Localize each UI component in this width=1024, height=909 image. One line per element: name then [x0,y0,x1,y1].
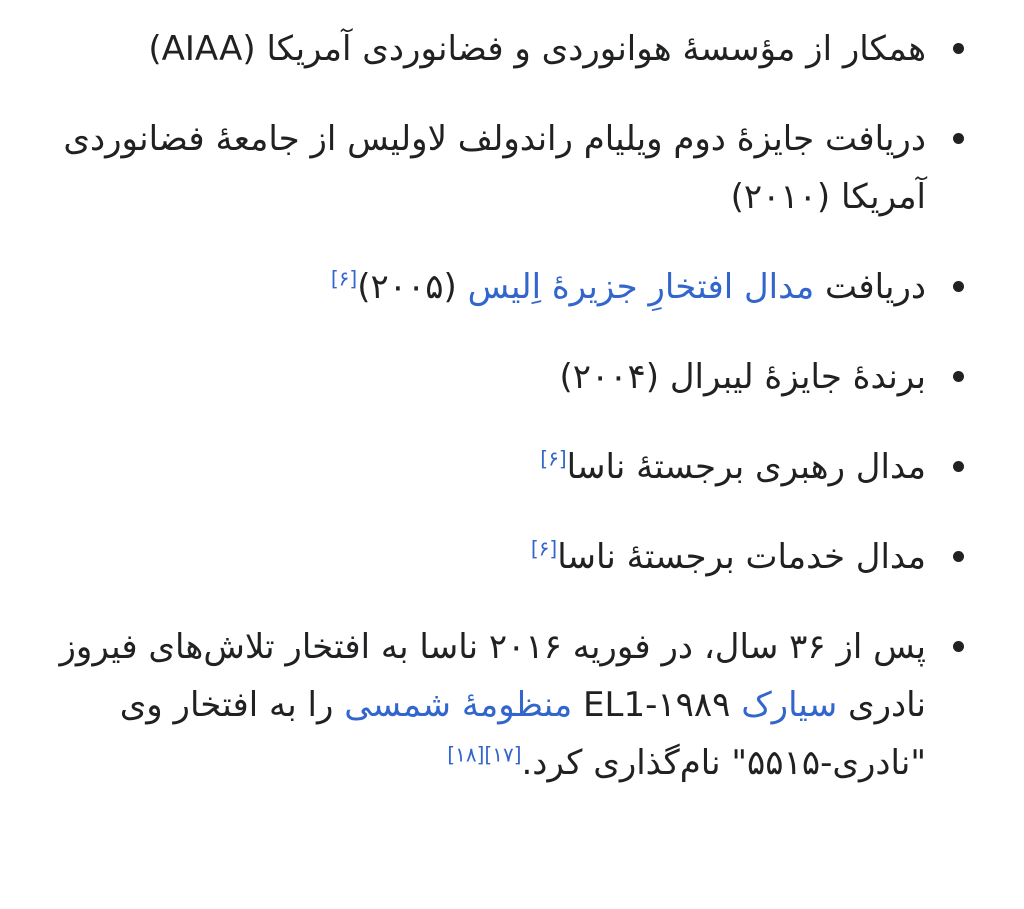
awards-list [0,20,1024,792]
item-text: مدال رهبری برجستهٔ ناسا [566,447,926,487]
bullet-icon [953,551,964,562]
bullet-icon [953,461,964,472]
item-text: برندهٔ جایزهٔ لیبرال (۲۰۰۴) [559,357,926,397]
asteroid-link[interactable]: سیارک [741,685,838,725]
ellis-island-medal-link[interactable]: مدال افتخارِ جزیرهٔ اِلیس [467,267,815,307]
reference-link[interactable]: [۱۷] [484,742,522,767]
bullet-icon [953,133,964,144]
reference-link[interactable]: [۶] [330,266,358,291]
list-item [40,528,970,586]
bullet-icon [953,281,964,292]
list-item [40,438,970,496]
bullet-icon [953,43,964,54]
list-item [40,618,970,792]
item-text: دریافت جایزهٔ دوم ویلیام راندولف لاولیس از جامعهٔ فضانوردی آمریکا (۲۰۱۰) [63,119,926,217]
list-item [40,348,970,406]
item-text-part2: ۱۹۸۹-EL1 [572,685,742,725]
list-item [40,258,970,316]
item-text-part3: را به افتخار وی "نادری-۵۵۱۵" نام‌گذاری کرد. [119,685,926,783]
bullet-icon [953,641,964,652]
bullet-icon [953,371,964,382]
reference-link[interactable]: [۱۸] [447,742,485,767]
list-item [40,20,970,78]
item-text-prefix: دریافت [814,267,926,307]
solar-system-link[interactable]: منظومهٔ شمسی [344,685,573,725]
reference-link[interactable]: [۶] [530,536,558,561]
item-text-suffix: (۲۰۰۵) [357,267,468,307]
item-text: مدال خدمات برجستهٔ ناسا [557,537,926,577]
list-item [40,110,970,226]
item-text: همکار از مؤسسهٔ هوانوردی و فضانوردی آمریکا (AIAA) [148,29,926,69]
reference-link[interactable]: [۶] [540,446,567,471]
item-text-part1: پس از ۳۶ سال، در فوریه ۲۰۱۶ ناسا به افتخار تلاش‌های فیروز نادری [59,627,926,725]
